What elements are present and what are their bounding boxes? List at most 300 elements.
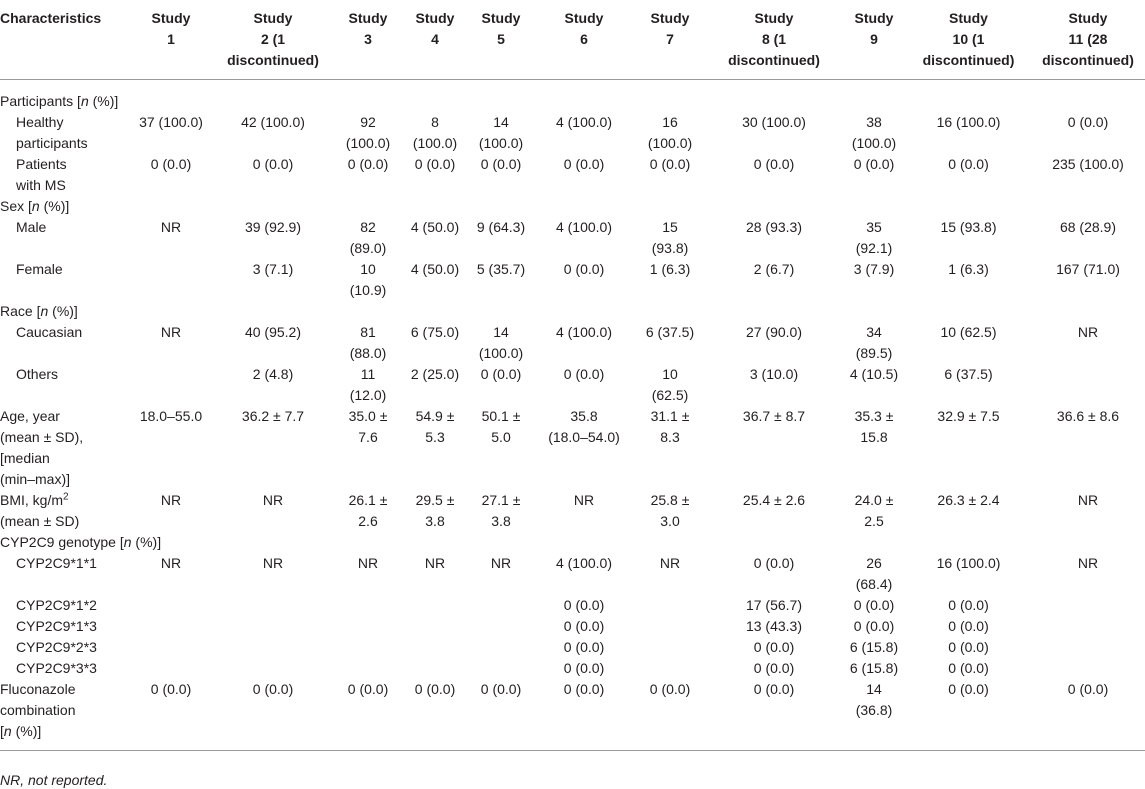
- table-cell: [1031, 154, 1145, 196]
- header-text-line: 8 (1: [761, 31, 787, 47]
- cell-text: 6 (15.8): [849, 639, 899, 655]
- table-cell: [212, 595, 334, 616]
- label-text: Patients: [16, 156, 67, 172]
- row-label: [0, 259, 130, 301]
- table-cell: [468, 364, 534, 406]
- header-text-line: 4: [431, 31, 439, 47]
- table-cell: [130, 364, 212, 406]
- cell-text: 0 (0.0): [563, 261, 605, 277]
- table-cell: [468, 322, 534, 364]
- cell-text: NR: [573, 492, 595, 508]
- table-cell: [212, 112, 334, 154]
- label-text: Female: [16, 261, 63, 277]
- row-label: [0, 553, 130, 595]
- cell-text: 17 (56.7): [745, 597, 803, 613]
- table-row: [0, 112, 1145, 154]
- cell-text: 2 (4.8): [252, 366, 294, 382]
- table-cell: [842, 616, 906, 637]
- table-row: [0, 679, 1145, 751]
- label-text: (%)]: [48, 303, 78, 319]
- table-cell: [906, 553, 1031, 595]
- table-cell: [534, 637, 634, 658]
- cell-text: 24.0 ±: [854, 492, 894, 508]
- label-text: CYP2C9*2*3: [16, 639, 97, 655]
- cell-text: 0 (0.0): [649, 681, 691, 697]
- label-text: (%)]: [39, 198, 70, 214]
- column-header-study-11: [1031, 6, 1145, 80]
- label-text: BMI, kg/m: [0, 492, 64, 508]
- table-cell: [334, 595, 402, 616]
- row-label: [0, 406, 130, 490]
- cell-text: 36.7 ± 8.7: [742, 408, 806, 424]
- row-label: [0, 196, 1145, 217]
- table-cell: [402, 637, 468, 658]
- cell-text: 0 (0.0): [948, 597, 989, 613]
- table-cell: [706, 679, 842, 751]
- table-cell: [334, 154, 402, 196]
- header-text-line: 3: [364, 31, 372, 47]
- cell-text: 40 (95.2): [244, 324, 302, 340]
- row-label: [0, 80, 1145, 113]
- cell-text: 25.8 ±: [650, 492, 690, 508]
- cell-text: 38: [866, 114, 882, 130]
- cell-text: 16: [662, 114, 678, 130]
- cell-text: 5 (35.7): [476, 261, 526, 277]
- cell-text: 0 (0.0): [948, 639, 989, 655]
- header-text-line: 6: [580, 31, 588, 47]
- cell-text: 11: [360, 366, 376, 382]
- cell-text: 27.1 ±: [481, 492, 521, 508]
- label-italic-n: n: [80, 93, 89, 109]
- cell-text: 0 (0.0): [1067, 681, 1109, 697]
- cell-text: 4 (100.0): [555, 114, 613, 130]
- row-label: [0, 217, 130, 259]
- row-label: [0, 532, 1145, 553]
- cell-text: 3 (7.1): [252, 261, 294, 277]
- table-body: [0, 80, 1145, 751]
- cell-text: 8.3: [660, 429, 680, 445]
- table-cell: [402, 322, 468, 364]
- cell-text: 0 (0.0): [753, 639, 795, 655]
- table-cell: [212, 616, 334, 637]
- table-cell: [468, 217, 534, 259]
- label-text: [median: [0, 450, 50, 466]
- table-cell: [706, 154, 842, 196]
- row-label: [0, 322, 130, 364]
- table-cell: [402, 259, 468, 301]
- table-cell: [334, 217, 402, 259]
- cell-text: NR: [1077, 324, 1099, 340]
- column-header-study-8: [706, 6, 842, 80]
- section-header-row: [0, 80, 1145, 113]
- cell-text: 68 (28.9): [1059, 219, 1117, 235]
- column-header-study-2: [212, 6, 334, 80]
- cell-text: 0 (0.0): [1067, 114, 1109, 130]
- cell-text: (10.9): [349, 282, 387, 298]
- cell-text: NR: [424, 555, 446, 571]
- cell-text: 0 (0.0): [563, 597, 605, 613]
- cell-text: (12.0): [349, 387, 387, 403]
- row-label: [0, 595, 130, 616]
- cell-text: 15: [662, 219, 678, 235]
- cell-text: 6 (15.8): [849, 660, 899, 676]
- cell-text: 9 (64.3): [476, 219, 526, 235]
- table-cell: [534, 406, 634, 490]
- table-cell: [212, 322, 334, 364]
- header-row: [0, 6, 1145, 80]
- table-cell: [534, 154, 634, 196]
- table-cell: [906, 322, 1031, 364]
- table-cell: [130, 154, 212, 196]
- table-cell: [212, 679, 334, 751]
- table-cell: [468, 595, 534, 616]
- cell-text: 50.1 ±: [481, 408, 521, 424]
- label-text: Healthy: [16, 114, 64, 130]
- column-header-study-4: [402, 6, 468, 80]
- table-row: [0, 490, 1145, 532]
- header-text-line: Study: [949, 10, 988, 26]
- header-text-line: 7: [666, 31, 674, 47]
- table-cell: [634, 595, 706, 616]
- label-text: Sex [: [0, 198, 32, 214]
- cell-text: 35.8: [570, 408, 598, 424]
- table-cell: [706, 490, 842, 532]
- table-cell: [634, 637, 706, 658]
- cell-text: 10: [360, 261, 376, 277]
- label-text: CYP2C9 genotype [: [0, 534, 124, 550]
- table-cell: [706, 406, 842, 490]
- table-cell: [634, 112, 706, 154]
- cell-text: 26: [866, 555, 882, 571]
- table-cell: [706, 616, 842, 637]
- cell-text: 6 (37.5): [944, 366, 993, 382]
- cell-text: 3 (10.0): [749, 366, 799, 382]
- cell-text: 0 (0.0): [853, 597, 895, 613]
- table-cell: [842, 364, 906, 406]
- table-cell: [906, 364, 1031, 406]
- table-cell: [634, 364, 706, 406]
- table-cell: [1031, 259, 1145, 301]
- table-cell: [334, 406, 402, 490]
- label-text: (%)]: [11, 723, 42, 739]
- cell-text: (36.8): [855, 702, 893, 718]
- label-text: combination: [0, 702, 76, 718]
- table-cell: [1031, 364, 1145, 406]
- label-text: Fluconazole: [0, 681, 76, 697]
- row-label: [0, 658, 130, 679]
- cell-text: 0 (0.0): [563, 681, 605, 697]
- header-text-line: discontinued): [227, 52, 319, 68]
- table-cell: [1031, 112, 1145, 154]
- cell-text: 26.1 ±: [348, 492, 388, 508]
- table-cell: [468, 112, 534, 154]
- label-text: CYP2C9*1*1: [16, 555, 97, 571]
- table-cell: [468, 637, 534, 658]
- cell-text: 81: [360, 324, 376, 340]
- column-header-study-10: [906, 6, 1031, 80]
- cell-text: (68.4): [855, 576, 893, 592]
- table-row: [0, 595, 1145, 616]
- row-label: [0, 112, 130, 154]
- column-header-study-3: [334, 6, 402, 80]
- table-cell: [130, 406, 212, 490]
- cell-text: 0 (0.0): [150, 156, 192, 172]
- table-row: [0, 364, 1145, 406]
- table-cell: [706, 217, 842, 259]
- table-cell: [212, 553, 334, 595]
- cell-text: 13 (43.3): [745, 618, 803, 634]
- cell-text: 0 (0.0): [480, 681, 522, 697]
- table-cell: [634, 259, 706, 301]
- table-cell: [402, 679, 468, 751]
- table-cell: [634, 217, 706, 259]
- cell-text: (100.0): [412, 135, 458, 151]
- label-text: CYP2C9*1*3: [16, 618, 97, 634]
- section-header-row: [0, 196, 1145, 217]
- cell-text: 3 (7.9): [853, 261, 895, 277]
- cell-text: (100.0): [851, 135, 897, 151]
- table-cell: [534, 616, 634, 637]
- label-text: Male: [16, 219, 47, 235]
- table-cell: [906, 112, 1031, 154]
- label-text: [: [0, 723, 4, 739]
- table-cell: [334, 112, 402, 154]
- table-cell: [212, 406, 334, 490]
- table-cell: [634, 490, 706, 532]
- cell-text: (89.0): [349, 240, 387, 256]
- header-text-line: Study: [253, 10, 293, 26]
- table-cell: [534, 595, 634, 616]
- cell-text: NR: [490, 555, 512, 571]
- cell-text: 3.8: [425, 513, 445, 529]
- cell-text: (88.0): [349, 345, 387, 361]
- table-cell: [534, 217, 634, 259]
- cell-text: 0 (0.0): [649, 156, 691, 172]
- label-italic-n: n: [123, 534, 132, 550]
- table-cell: [130, 490, 212, 532]
- table-cell: [906, 406, 1031, 490]
- cell-text: 35: [866, 219, 882, 235]
- cell-text: 0 (0.0): [563, 660, 605, 676]
- cell-text: 54.9 ±: [415, 408, 455, 424]
- cell-text: 4 (10.5): [849, 366, 899, 382]
- cell-text: 0 (0.0): [563, 639, 605, 655]
- row-label: [0, 490, 130, 532]
- cell-text: 4 (50.0): [410, 261, 460, 277]
- cell-text: 0 (0.0): [853, 618, 895, 634]
- cell-text: 29.5 ±: [415, 492, 455, 508]
- table-cell: [634, 616, 706, 637]
- table-cell: [130, 595, 212, 616]
- table-cell: [534, 364, 634, 406]
- cell-text: NR: [160, 492, 182, 508]
- table-cell: [534, 112, 634, 154]
- label-text: (%)]: [88, 93, 119, 109]
- cell-text: 37 (100.0): [139, 114, 203, 130]
- cell-text: 31.1 ±: [650, 408, 690, 424]
- table-cell: [402, 658, 468, 679]
- table-cell: [906, 217, 1031, 259]
- section-header-row: [0, 532, 1145, 553]
- table-cell: [634, 322, 706, 364]
- cell-text: NR: [160, 324, 182, 340]
- cell-text: 36.6 ± 8.6: [1056, 408, 1120, 424]
- column-header-study-1: [130, 6, 212, 80]
- cell-text: 2.5: [864, 513, 884, 529]
- table-cell: [468, 490, 534, 532]
- table-row: [0, 154, 1145, 196]
- cell-text: 16 (100.0): [936, 555, 1001, 571]
- table-cell: [906, 616, 1031, 637]
- cell-text: 0 (0.0): [948, 618, 989, 634]
- cell-text: 0 (0.0): [347, 156, 389, 172]
- cell-text: 5.0: [491, 429, 511, 445]
- table-cell: [402, 595, 468, 616]
- cell-text: NR: [659, 555, 681, 571]
- table-cell: [842, 658, 906, 679]
- table-cell: [842, 637, 906, 658]
- row-label: [0, 154, 130, 196]
- table-cell: [334, 658, 402, 679]
- table-cell: [906, 637, 1031, 658]
- table-cell: [842, 406, 906, 490]
- label-text: participants: [16, 135, 88, 151]
- cell-text: 25.4 ± 2.6: [742, 492, 806, 508]
- table-cell: [706, 259, 842, 301]
- label-text: Participants [: [0, 93, 81, 109]
- table-cell: [634, 553, 706, 595]
- table-header: [0, 6, 1145, 80]
- cell-text: 0 (0.0): [563, 156, 605, 172]
- table-cell: [334, 679, 402, 751]
- cell-text: 0 (0.0): [948, 681, 989, 697]
- cell-text: (18.0–54.0): [548, 429, 620, 445]
- table-cell: [1031, 490, 1145, 532]
- table-cell: [706, 595, 842, 616]
- cell-text: 4 (100.0): [555, 219, 613, 235]
- table-cell: [468, 406, 534, 490]
- table-cell: [334, 553, 402, 595]
- table-cell: [706, 112, 842, 154]
- cell-text: 14: [493, 114, 509, 130]
- label-text: (mean ± SD): [0, 513, 80, 529]
- table-cell: [212, 259, 334, 301]
- label-text: CYP2C9*3*3: [16, 660, 97, 676]
- cell-text: 0 (0.0): [563, 366, 605, 382]
- table-cell: [1031, 679, 1145, 751]
- cell-text: 0 (0.0): [948, 660, 989, 676]
- cell-text: 42 (100.0): [241, 114, 305, 130]
- cell-text: 0 (0.0): [753, 681, 795, 697]
- table-cell: [468, 679, 534, 751]
- table-cell: [1031, 658, 1145, 679]
- header-text-line: 1: [167, 31, 175, 47]
- cell-text: 3.0: [660, 513, 680, 529]
- table-cell: [906, 259, 1031, 301]
- cell-text: 28 (93.3): [745, 219, 803, 235]
- table-cell: [534, 322, 634, 364]
- cell-text: 167 (71.0): [1056, 261, 1120, 277]
- table-cell: [634, 154, 706, 196]
- cell-text: 0 (0.0): [414, 156, 456, 172]
- table-cell: [402, 364, 468, 406]
- column-header-study-7: [634, 6, 706, 80]
- table-cell: [334, 616, 402, 637]
- row-label: [0, 616, 130, 637]
- cell-text: NR: [357, 555, 379, 571]
- cell-text: 0 (0.0): [480, 156, 522, 172]
- cell-text: 0 (0.0): [853, 156, 895, 172]
- cell-text: 0 (0.0): [252, 156, 294, 172]
- cell-text: 34: [866, 324, 882, 340]
- label-text: Age, year: [0, 408, 60, 424]
- table-cell: [402, 406, 468, 490]
- cell-text: 16 (100.0): [936, 114, 1001, 130]
- table-cell: [130, 259, 212, 301]
- cell-text: 92: [360, 114, 376, 130]
- table-cell: [130, 217, 212, 259]
- label-text: (mean ± SD),: [0, 429, 84, 445]
- cell-text: 27 (90.0): [745, 324, 803, 340]
- column-header-study-5: [468, 6, 534, 80]
- table-cell: [906, 658, 1031, 679]
- header-text-line: Study: [564, 10, 604, 26]
- row-label: [0, 301, 1145, 322]
- table-cell: [706, 637, 842, 658]
- label-italic-n: n: [3, 723, 12, 739]
- label-text: CYP2C9*1*2: [16, 597, 97, 613]
- header-text-line: discontinued): [1042, 52, 1134, 68]
- cell-text: 5.3: [425, 429, 445, 445]
- cell-text: 6 (37.5): [645, 324, 695, 340]
- header-text-line: Study: [754, 10, 794, 26]
- cell-text: 2.6: [358, 513, 378, 529]
- table-cell: [1031, 595, 1145, 616]
- cell-text: NR: [262, 555, 284, 571]
- cell-text: (100.0): [345, 135, 391, 151]
- cell-text: 26.3 ± 2.4: [937, 492, 1000, 508]
- cell-text: 0 (0.0): [563, 618, 605, 634]
- cell-text: 36.2 ± 7.7: [241, 408, 305, 424]
- header-text-line: Study: [348, 10, 388, 26]
- table-cell: [842, 679, 906, 751]
- cell-text: 2 (6.7): [753, 261, 795, 277]
- header-text-line: 9: [870, 31, 878, 47]
- table-cell: [212, 364, 334, 406]
- table-cell: [212, 658, 334, 679]
- table-cell: [1031, 217, 1145, 259]
- table-row: [0, 217, 1145, 259]
- table-cell: [634, 658, 706, 679]
- row-label: [0, 679, 130, 751]
- cell-text: 0 (0.0): [753, 156, 795, 172]
- table-cell: [468, 616, 534, 637]
- table-cell: [212, 637, 334, 658]
- table-row: [0, 259, 1145, 301]
- cell-text: 15.8: [860, 429, 888, 445]
- table-cell: [534, 553, 634, 595]
- table-cell: [1031, 322, 1145, 364]
- table-cell: [706, 322, 842, 364]
- cell-text: 35.3 ±: [854, 408, 894, 424]
- label-text: Others: [16, 366, 59, 382]
- table-cell: [130, 679, 212, 751]
- table-cell: [334, 490, 402, 532]
- cell-text: (92.1): [855, 240, 893, 256]
- table-cell: [468, 658, 534, 679]
- cell-text: 0 (0.0): [347, 681, 389, 697]
- cell-text: (89.5): [855, 345, 893, 361]
